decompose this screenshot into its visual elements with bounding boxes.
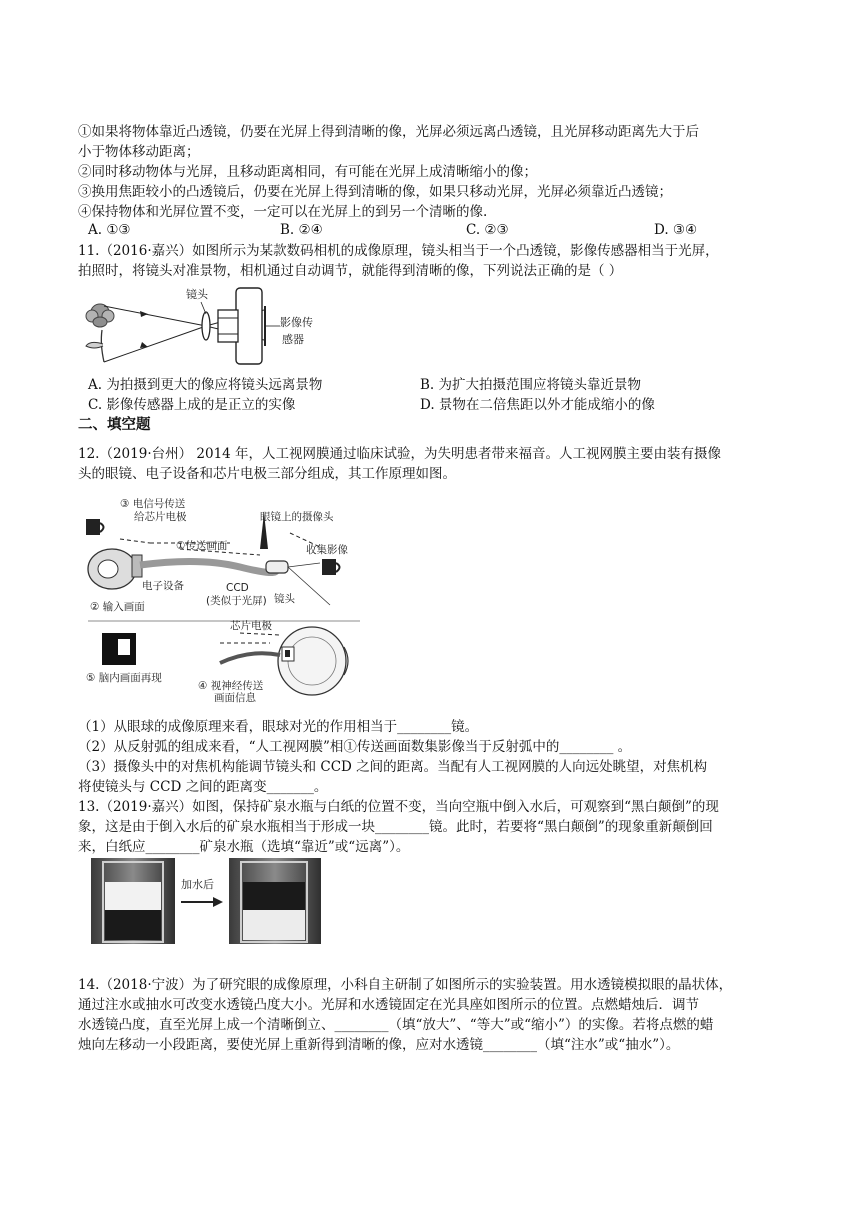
q10-option-d[interactable]: D. ③④: [654, 222, 698, 238]
q14-stem-line3: 水透镜凸度，直至光屏上成一个清晰倒立、________（填“放大”、“等大”或“缩小”）的实像。若将点燃的蜡: [78, 1017, 714, 1033]
q14-stem-line1: 14.（2018·宁波）为了研究眼的成像原理，小科自主研制了如图所示的实验装置。用水透镜模拟眼的晶状体，: [78, 977, 733, 993]
q11-stem-line2: 拍照时，将镜头对准景物，相机通过自动调节，就能得到清晰的像，下列说法正确的是（ ）: [78, 263, 623, 279]
q10-statement-3: ③换用焦距较小的凸透镜后，仍要在光屏上得到清晰的像，如果只移动光屏，光屏必须靠近凸透镜；: [78, 184, 672, 200]
q10-statement-4: ④保持物体和光屏位置不变，一定可以在光屏上的到另一个清晰的像.: [78, 204, 488, 220]
q14-stem-line2: 通过注水或抽水可改变水透镜凸度大小。光屏和水透镜固定在光具座如图所示的位置。点燃蜡烛后．调节: [78, 997, 699, 1013]
flower-icon: [86, 304, 114, 362]
q12-stem-line2: 头的眼镜、电子设备和芯片电极三部分组成，其工作原理如图。: [78, 466, 456, 482]
bottle-photo-figure: [91, 858, 321, 944]
q10-option-c[interactable]: C. ②③: [466, 222, 509, 238]
section-heading: 二、填空题: [78, 417, 151, 433]
label-4-a: ④ 视神经传送: [198, 680, 264, 692]
label-device: 电子设备: [142, 580, 184, 592]
brain-image-icon: [102, 633, 136, 665]
q10-option-a[interactable]: A. ①③: [88, 222, 131, 238]
bottle-before-photo: [91, 858, 175, 944]
q13-stem-line1: 13.（2019·嘉兴）如图，保持矿泉水瓶与白纸的位置不变，当向空瓶中倒入水后，可观察到“黑白颠倒”的现: [78, 799, 719, 815]
label-lens: 镜头: [274, 593, 295, 605]
collected-image-cup-icon: [322, 559, 340, 575]
q14-stem-line4: 烛向左移动一小段距离，要使光屏上重新得到清晰的像，应对水透镜________（填“注水”或“抽水”）。: [78, 1037, 680, 1053]
arrow-icon: [181, 897, 223, 907]
label-5: ⑤ 脑内画面再现: [86, 672, 162, 684]
q12-sub3-line2: 将使镜头与 CCD 之间的距离变_______。: [78, 779, 328, 795]
q10-statement-1: ①如果将物体靠近凸透镜，仍要在光屏上得到清晰的像，光屏必须远离凸透镜，且光屏移动距离先大于后: [78, 124, 699, 140]
artificial-retina-figure: [80, 493, 370, 703]
label-1: ①传送画面: [176, 540, 228, 552]
label-4-b: 画面信息: [214, 692, 256, 703]
q12-sub2: （2）从反射弧的组成来看，“人工视网膜”相①传送画面数集影像当于反射弧中的________ 。: [78, 739, 632, 755]
add-water-label: 加水后: [181, 878, 214, 891]
q13-stem-line3: 来，白纸应________矿泉水瓶（选填“靠近”或“远离”）。: [78, 839, 410, 855]
q11-option-c[interactable]: C. 影像传感器上成的是正立的实像: [88, 397, 296, 413]
label-glasses-camera: 眼镜上的摄像头: [260, 511, 334, 523]
q11-option-d[interactable]: D. 景物在二倍焦距以外才能成缩小的像: [420, 397, 655, 413]
q13-stem-line2: 象，这是由于倒入水后的矿泉水瓶相当于形成一块________镜。此时，若要将“黑白颠倒”的现象重新颠倒回: [78, 819, 713, 835]
bottle-after-photo: [229, 858, 321, 944]
cup-icon: [86, 519, 104, 535]
sensor-label-2: 感器: [282, 333, 304, 346]
label-3-b: 给芯片电极: [134, 511, 187, 523]
q11-stem-line1: 11.（2016·嘉兴）如图所示为某款数码相机的成像原理，镜头相当于一个凸透镜，影像传感器相当于光屏，: [78, 243, 719, 259]
q10-statement-1-cont: 小于物体移动距离；: [78, 144, 200, 160]
q12-sub3-line1: （3）摄像头中的对焦机构能调节镜头和 CCD 之间的距离。当配有人工视网膜的人向远处眺望，对焦机构: [78, 759, 708, 775]
label-2: ② 输入画面: [90, 601, 145, 613]
label-ccd: CCD: [226, 582, 249, 594]
label-chip: 芯片电极: [230, 620, 272, 632]
q12-sub1: （1）从眼球的成像原理来看，眼球对光的作用相当于________镜。: [78, 719, 479, 735]
lens-label: 镜头: [186, 288, 208, 301]
q10-option-b[interactable]: B. ②④: [280, 222, 323, 238]
label-3-a: ③ 电信号传送: [120, 498, 186, 510]
label-ccd-note: (类似于光屏): [206, 595, 267, 607]
label-collect: 收集影像: [306, 544, 348, 556]
q11-option-b[interactable]: B. 为扩大拍摄范围应将镜头靠近景物: [420, 377, 642, 393]
q11-option-a[interactable]: A. 为拍摄到更大的像应将镜头远离景物: [88, 377, 323, 393]
q10-statement-2: ②同时移动物体与光屏，且移动距离相同，有可能在光屏上成清晰缩小的像；: [78, 164, 537, 180]
sensor-label-1: 影像传: [280, 316, 313, 329]
q12-stem-line1: 12.（2019·台州） 2014 年，人工视网膜通过临床试验，为失明患者带来福音。人工视网膜主要由装有摄像: [78, 446, 722, 462]
camera-imaging-figure: [78, 282, 358, 374]
electronic-device-icon: [88, 549, 142, 589]
